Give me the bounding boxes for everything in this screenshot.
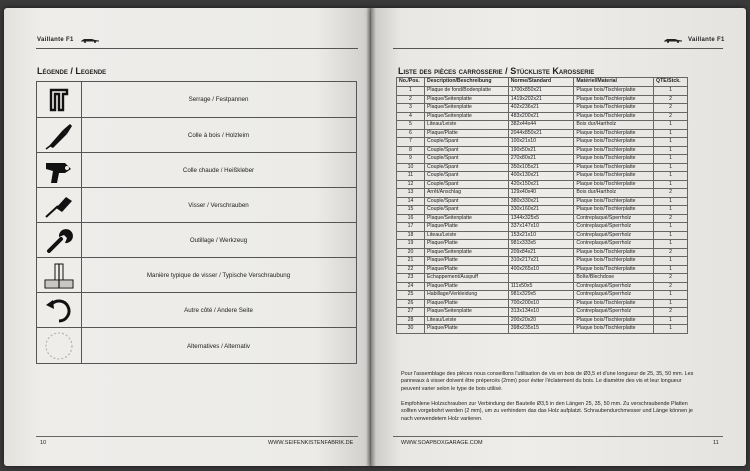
wrench-icon (37, 223, 82, 258)
table-cell: 1 (654, 180, 688, 189)
table-cell: 380x330x21 (508, 197, 574, 206)
table-cell: 27 (397, 308, 425, 317)
table-cell: Bois dur/Hartholz (574, 121, 654, 130)
table-cell: 2 (654, 248, 688, 257)
left-footer-rule (36, 436, 358, 437)
table-row (397, 163, 688, 172)
legend-label: Manière typique de visser / Typische Verschraubung (146, 272, 291, 279)
table-cell: 1 (654, 231, 688, 240)
table-cell: 1 (654, 206, 688, 215)
table-cell: 30 (397, 325, 425, 334)
table-cell: Plaque bois/Tischlerplatte (574, 146, 654, 155)
table-row (397, 206, 688, 215)
col-header: QTÉ/Stck. (654, 78, 688, 87)
table-cell: 402x236x21 (508, 104, 574, 113)
table-cell: Couple/Spant (424, 146, 508, 155)
table-row (397, 316, 688, 325)
table-cell: Plaque bois/Tischlerplatte (574, 197, 654, 206)
right-header-title: Vaillante F1 (688, 37, 725, 43)
table-cell: 100x21x10 (508, 138, 574, 147)
table-cell: 14 (397, 197, 425, 206)
table-cell: Plaque bois/Tischlerplatte (574, 138, 654, 147)
race-car-icon (80, 37, 100, 43)
table-cell: 3 (397, 104, 425, 113)
table-cell: 1 (654, 257, 688, 266)
right-website: WWW.SOAPBOXGARAGE.COM (401, 440, 483, 446)
legend-label: Visser / Verschrauben (188, 202, 249, 209)
table-cell: Plaque/Seitenplatte (424, 95, 508, 104)
table-cell: 2 (654, 189, 688, 198)
legend-label: Colle à bois / Holzleim (187, 132, 250, 139)
legend-row (37, 152, 356, 188)
legend-label: Alternatives / Alternativ (187, 342, 250, 350)
table-cell: Plaque/Platte (424, 257, 508, 266)
legend-row (37, 117, 356, 153)
table-cell: 382x44x44 (508, 121, 574, 130)
table-cell: Plaque/Platte (424, 265, 508, 274)
left-page (4, 8, 371, 466)
table-cell: Contreplaqué/Sperrholz (574, 282, 654, 291)
table-cell: 1 (654, 121, 688, 130)
table-cell: Plaque bois/Tischlerplatte (574, 104, 654, 113)
table-cell: Liteau/Leiste (424, 316, 508, 325)
table-cell: 1419x202x21 (508, 95, 574, 104)
table-row (397, 121, 688, 130)
table-cell: 2 (654, 274, 688, 283)
table-cell: 1 (654, 265, 688, 274)
table-row (397, 155, 688, 164)
table-cell: 313x134x10 (508, 308, 574, 317)
table-cell: Plaque bois/Tischlerplatte (574, 316, 654, 325)
table-cell: Plaque bois/Tischlerplatte (574, 172, 654, 181)
table-cell: 9 (397, 155, 425, 164)
table-cell: Plaque de fond/Bodenplatte (424, 87, 508, 96)
legend-row (37, 257, 356, 293)
table-cell: Plaque/Seitenplatte (424, 112, 508, 121)
table-cell: 2 (654, 112, 688, 121)
parts-table-header (397, 78, 688, 87)
table-row (397, 95, 688, 104)
table-cell: 190x50x21 (508, 146, 574, 155)
table-cell: 1 (654, 138, 688, 147)
table-cell: Plaque bois/Tischlerplatte (574, 155, 654, 164)
table-cell: 1344x325x5 (508, 214, 574, 223)
note-german: Empfohlene Holzschrauben zur Verbindung der Bauteile Ø3,5 in den Längen 25, 35, 50 mm. Zu verschraubende Platten sollten vorgebohrt werden (2 mm), um zu verhindern das das Holz aufplatzt. Schraubendurchmesser und Länge können je nach verwendetem Holz variieren. (401, 401, 693, 422)
table-cell: Plaque/Seitenplatte (424, 214, 508, 223)
table-cell: 2 (654, 282, 688, 291)
table-cell: 400x265x10 (508, 265, 574, 274)
table-cell: 400x130x21 (508, 172, 574, 181)
table-cell: 25 (397, 291, 425, 300)
right-page-number: 11 (713, 440, 719, 446)
table-cell: Plaque bois/Tischlerplatte (574, 180, 654, 189)
left-website: WWW.SEIFENKISTENFABRIK.DE (268, 440, 354, 446)
table-cell: 1 (654, 240, 688, 249)
left-page-number: 10 (40, 440, 47, 446)
table-cell: 129x40x40 (508, 189, 574, 198)
table-cell: 2 (654, 214, 688, 223)
table-cell: 1 (654, 197, 688, 206)
table-row (397, 248, 688, 257)
legend-label: Outillage / Werkzeug (189, 237, 248, 244)
table-cell: Plaque/Platte (424, 325, 508, 334)
table-row (397, 231, 688, 240)
table-cell: 23 (397, 274, 425, 283)
table-cell: 337x147x10 (508, 223, 574, 232)
table-cell: 1 (654, 163, 688, 172)
table-cell: 483x200x21 (508, 112, 574, 121)
table-cell: Liteau/Leiste (424, 121, 508, 130)
table-cell: Plaque/Seitenplatte (424, 104, 508, 113)
legend-row (37, 327, 356, 364)
note-french: Pour l'assemblage des pièces nous conseillons l'utilisation de vis en bois de Ø3,5 et d'une longueur de 25, 35, 50 mm. Les panneaux à visser doivent être prépercés (2mm) pour éviter l'éclatement du bois. Le diamètre des vis et leur longueur peuvent varier selon le type de bois utilisé. (401, 371, 694, 392)
legend-title: Légende / Legende (37, 66, 107, 76)
table-cell: 700x200x10 (508, 299, 574, 308)
table-cell: 19 (397, 240, 425, 249)
left-header-rule (36, 48, 358, 49)
parts-list-title: Liste des pièces carrosserie / Stückliste Karosserie (398, 66, 595, 76)
table-cell: 8 (397, 146, 425, 155)
table-cell: 1 (654, 299, 688, 308)
table-cell: Plaque bois/Tischlerplatte (574, 257, 654, 266)
table-cell: Plaque bois/Tischlerplatte (574, 325, 654, 334)
table-cell: 1700x850x21 (508, 87, 574, 96)
table-cell: Habillage/Verkleidung (424, 291, 508, 300)
table-cell: 11 (397, 172, 425, 181)
col-header: Norme/Standard (508, 78, 574, 87)
table-cell: 330x160x21 (508, 206, 574, 215)
glue-bottle-icon (37, 118, 82, 153)
table-cell: Plaque bois/Tischlerplatte (574, 248, 654, 257)
table-cell: 111x50x5 (508, 282, 574, 291)
left-header-title: Vaillante F1 (37, 37, 74, 43)
table-cell: 1 (654, 146, 688, 155)
table-row (397, 146, 688, 155)
dashed-circle-icon (37, 328, 82, 364)
table-cell: 16 (397, 214, 425, 223)
table-cell: 2 (654, 308, 688, 317)
table-row (397, 325, 688, 334)
table-cell: 5 (397, 121, 425, 130)
table-cell: Plaque bois/Tischlerplatte (574, 206, 654, 215)
table-cell: 2 (397, 95, 425, 104)
table-cell: Plaque/Platte (424, 282, 508, 291)
table-cell: Couple/Spant (424, 138, 508, 147)
table-cell: 981x333x5 (508, 240, 574, 249)
table-cell (508, 274, 574, 283)
table-cell: 1 (654, 87, 688, 96)
table-cell: 2044x850x21 (508, 129, 574, 138)
table-cell: 1 (654, 316, 688, 325)
table-cell: Contreplaqué/Sperrholz (574, 240, 654, 249)
table-cell: 4 (397, 112, 425, 121)
table-cell: Couple/Spant (424, 197, 508, 206)
table-row (397, 129, 688, 138)
table-cell: Couple/Spant (424, 206, 508, 215)
table-cell: Plaque/Seitenplatte (424, 308, 508, 317)
table-cell: 1 (654, 172, 688, 181)
table-cell: Contreplaqué/Sperrholz (574, 214, 654, 223)
table-cell: Couple/Spant (424, 163, 508, 172)
table-row (397, 282, 688, 291)
table-cell: Contreplaqué/Sperrholz (574, 231, 654, 240)
table-cell: Arrêt/Anschlag (424, 189, 508, 198)
table-cell: 13 (397, 189, 425, 198)
table-cell: 6 (397, 129, 425, 138)
table-cell: Contreplaqué/Sperrholz (574, 223, 654, 232)
table-row (397, 189, 688, 198)
table-cell: 1 (654, 129, 688, 138)
screwdriver-icon (37, 188, 82, 223)
table-row (397, 87, 688, 96)
right-page (371, 8, 746, 466)
table-cell: 420x150x21 (508, 180, 574, 189)
table-cell: 17 (397, 223, 425, 232)
table-cell: 1 (654, 325, 688, 334)
legend-row (37, 292, 356, 328)
table-cell: Plaque/Seitenplatte (424, 248, 508, 257)
col-header: Description/Beschreibung (424, 78, 508, 87)
legend-label: Autre côté / Andere Seite (184, 307, 253, 314)
table-cell: Bois dur/Hartholz (574, 189, 654, 198)
curved-arrow-icon (37, 293, 82, 328)
table-cell: 981x329x5 (508, 291, 574, 300)
table-row (397, 112, 688, 121)
table-cell: 28 (397, 316, 425, 325)
table-cell: Plaque bois/Tischlerplatte (574, 299, 654, 308)
table-cell: 153x21x10 (508, 231, 574, 240)
table-row (397, 240, 688, 249)
table-cell: 7 (397, 138, 425, 147)
table-cell: 18 (397, 231, 425, 240)
hot-glue-gun-icon (37, 153, 82, 188)
table-cell: 10 (397, 163, 425, 172)
legend-row (37, 222, 356, 258)
table-cell: 209x84x21 (508, 248, 574, 257)
table-cell: 15 (397, 206, 425, 215)
table-cell: Couple/Spant (424, 155, 508, 164)
race-car-icon (663, 37, 683, 43)
screw-joint-icon (37, 258, 82, 293)
legend-table (36, 81, 357, 364)
table-row (397, 104, 688, 113)
col-header: Matériel/Material (574, 78, 654, 87)
legend-label: Serrage / Festpannen (188, 96, 249, 103)
table-cell: 310x217x21 (508, 257, 574, 266)
table-row (397, 197, 688, 206)
table-cell: Couple/Spant (424, 180, 508, 189)
table-cell: Plaque/Platte (424, 129, 508, 138)
table-cell: Plaque bois/Tischlerplatte (574, 87, 654, 96)
right-footer-rule (393, 436, 723, 437)
table-row (397, 308, 688, 317)
table-cell: 1 (654, 223, 688, 232)
legend-row (37, 187, 356, 223)
table-cell: 26 (397, 299, 425, 308)
table-cell: 12 (397, 180, 425, 189)
table-row (397, 223, 688, 232)
table-row (397, 180, 688, 189)
table-row (397, 274, 688, 283)
table-cell: 2 (654, 104, 688, 113)
table-cell: Contreplaqué/Sperrholz (574, 291, 654, 300)
legend-label: Colle chaude / Heißkleber (182, 167, 255, 174)
table-cell: 1 (654, 291, 688, 300)
table-cell: Contreplaqué/Sperrholz (574, 308, 654, 317)
legend-row (37, 82, 356, 117)
table-row (397, 172, 688, 181)
book-spine (366, 8, 376, 466)
table-cell: Échappement/Auspuff (424, 274, 508, 283)
table-cell: Plaque bois/Tischlerplatte (574, 95, 654, 104)
table-cell: 350x105x21 (508, 163, 574, 172)
parts-table (396, 77, 688, 334)
table-cell: 2 (654, 95, 688, 104)
table-row (397, 291, 688, 300)
table-cell: Plaque/Platte (424, 223, 508, 232)
table-cell: Plaque/Platte (424, 299, 508, 308)
table-cell: Boîte/Blechdose (574, 274, 654, 283)
table-cell: Plaque bois/Tischlerplatte (574, 129, 654, 138)
table-cell: Couple/Spant (424, 172, 508, 181)
right-header-rule (393, 48, 723, 49)
table-cell: Liteau/Leiste (424, 231, 508, 240)
table-cell: Plaque bois/Tischlerplatte (574, 112, 654, 121)
table-cell: 1 (654, 155, 688, 164)
table-cell: 22 (397, 265, 425, 274)
table-cell: 200x20x20 (508, 316, 574, 325)
table-row (397, 138, 688, 147)
table-cell: 270x80x21 (508, 155, 574, 164)
table-cell: 21 (397, 257, 425, 266)
table-row (397, 214, 688, 223)
col-header: No./Pos. (397, 78, 425, 87)
table-cell: 398x235x15 (508, 325, 574, 334)
table-cell: Plaque bois/Tischlerplatte (574, 163, 654, 172)
table-row (397, 257, 688, 266)
table-cell: 24 (397, 282, 425, 291)
table-cell: Plaque/Platte (424, 240, 508, 249)
table-cell: Plaque bois/Tischlerplatte (574, 265, 654, 274)
table-cell: 1 (397, 87, 425, 96)
table-row (397, 299, 688, 308)
table-row (397, 265, 688, 274)
table-cell: 20 (397, 248, 425, 257)
parts-table-body (397, 87, 688, 334)
clamp-icon (37, 82, 82, 117)
